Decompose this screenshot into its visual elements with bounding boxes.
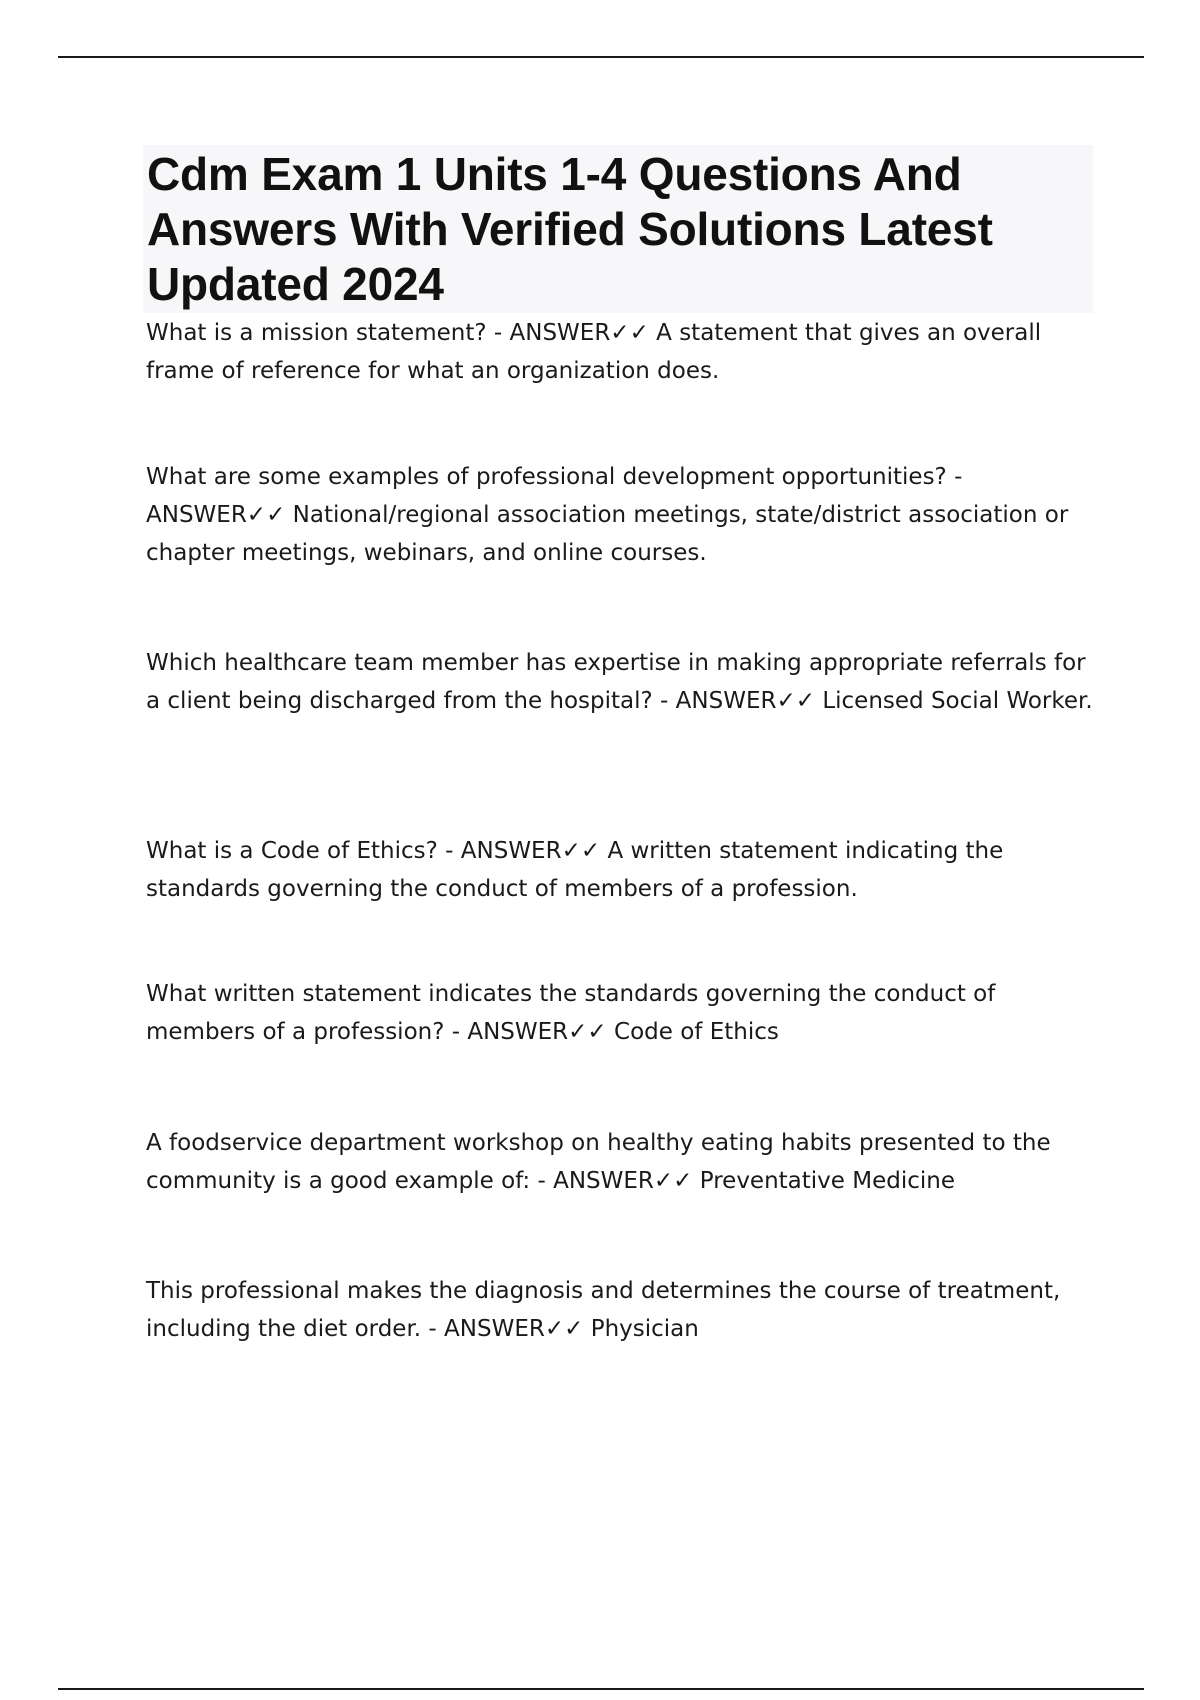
separator: - [946, 464, 963, 490]
question-text: What written statement indicates the standards governing the conduct of members of a profession? [146, 981, 996, 1045]
qa-item-5 [146, 975, 1096, 1051]
footer-rule [58, 1688, 1144, 1690]
qa-item-7 [146, 1272, 1096, 1348]
qa-item-2 [146, 458, 1096, 572]
answer-marker: ANSWER✓✓ [509, 320, 649, 346]
answer-marker: ANSWER✓✓ [675, 688, 816, 714]
header-rule [58, 56, 1144, 58]
question-text: This professional makes the diagnosis and determines the course of treatment, including the diet order. [146, 1278, 1061, 1342]
document-title: Cdm Exam 1 Units 1-4 Questions And Answers With Verified Solutions Latest Updated 2024 [147, 148, 993, 310]
answer-marker: ANSWER✓✓ [460, 838, 601, 864]
question-text: A foodservice department workshop on healthy eating habits presented to the community is a good example of: [146, 1130, 1051, 1194]
question-text: What is a mission statement? [146, 320, 487, 346]
question-text: What are some examples of professional development opportunities? [146, 464, 947, 490]
qa-item-6 [146, 1124, 1096, 1200]
separator: - [421, 1316, 445, 1342]
answer-marker: ANSWER✓✓ [444, 1316, 584, 1342]
qa-item-4 [146, 832, 1096, 908]
answer-marker: ANSWER✓✓ [553, 1168, 693, 1194]
answer-text: Licensed Social Worker. [822, 688, 1093, 714]
separator: - [530, 1168, 554, 1194]
separator: - [652, 688, 676, 714]
question-text: Which healthcare team member has expertise in making appropriate referrals for a client being discharged from the hospital? [146, 650, 1086, 714]
qa-item-3 [146, 644, 1096, 720]
answer-marker: ANSWER✓✓ [146, 502, 286, 528]
question-text: What is a Code of Ethics? [146, 838, 438, 864]
answer-text: Physician [590, 1316, 699, 1342]
separator: - [444, 1019, 468, 1045]
answer-text: National/regional association meetings, state/district association or chapter meetings, webinars, and online courses. [146, 502, 1069, 566]
separator: - [437, 838, 461, 864]
answer-text: A written statement indicating the standards governing the conduct of members of a profession. [146, 838, 1004, 902]
answer-text: Preventative Medicine [699, 1168, 955, 1194]
separator: - [486, 320, 510, 346]
answer-marker: ANSWER✓✓ [467, 1019, 607, 1045]
answer-text: A statement that gives an overall frame of reference for what an organization does. [146, 320, 1042, 384]
answer-text: Code of Ethics [614, 1019, 779, 1045]
qa-item-1 [146, 314, 1096, 390]
title-block [143, 145, 1093, 313]
